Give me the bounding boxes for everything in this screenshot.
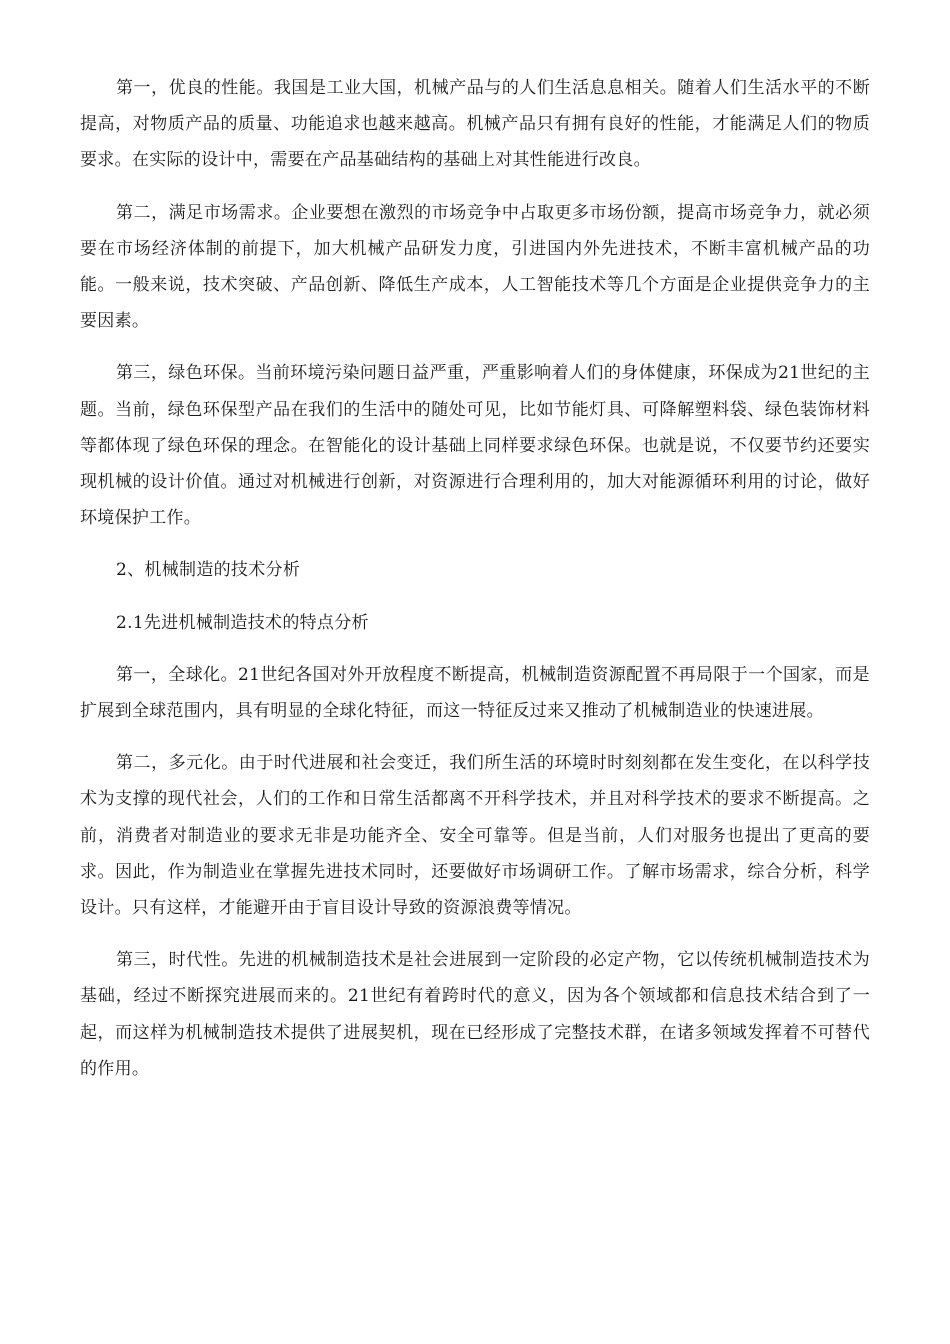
paragraph-green-environment: 第三，绿色环保。当前环境污染问题日益严重，严重影响着人们的身体健康，环保成为21世纪的主题。当前，绿色环保型产品在我们的生活中的随处可见，比如节能灯具、可降解塑料袋、绿色装饰材料等都体现了绿色环保的理念。在智能化的设计基础上同样要求绿色环保。也就是说，不仅要节约还要实现机械的设计价值。通过对机械进行创新，对资源进行合理利用的，加大对能源循环利用的讨论，做好环境保护工作。 — [80, 363, 870, 529]
document-page — [80, 70, 870, 1103]
paragraph-globalization: 第一，全球化。21世纪各国对外开放程度不断提高，机械制造资源配置不再局限于一个国家，而是扩展到全球范围内，具有明显的全球化特征，而这一特征反过来又推动了机械制造业的快速进展。 — [80, 664, 870, 722]
paragraph-timeliness: 第三，时代性。先进的机械制造技术是社会进展到一定阶段的必定产物，它以传统机械制造技术为基础，经过不断探究进展而来的。21世纪有着跨时代的意义，因为各个领域都和信息技术结合到了一起，而这样为机械制造技术提供了进展契机，现在已经形成了完整技术群，在诸多领域发挥着不可替代的作用。 — [80, 950, 870, 1079]
section-heading-2: 2、机械制造的技术分析 — [116, 560, 301, 581]
paragraph-performance: 第一，优良的性能。我国是工业大国，机械产品与的人们生活息息相关。随着人们生活水平的不断提高，对物质产品的质量、功能追求也越来越高。机械产品只有拥有良好的性能，才能满足人们的物质要求。在实际的设计中，需要在产品基础结构的基础上对其性能进行改良。 — [80, 78, 870, 171]
paragraph-diversification: 第二，多元化。由于时代进展和社会变迁，我们所生活的环境时时刻刻都在发生变化，在以科学技术为支撑的现代社会，人们的工作和日常生活都离不开科学技术，并且对科学技术的要求不断提高。之前，消费者对制造业的要求无非是功能齐全、安全可靠等。但是当前，人们对服务也提出了更高的要求。因此，作为制造业在掌握先进技术同时，还要做好市场调研工作。了解市场需求，综合分析，科学设计。只有这样，才能避开由于盲目设计导致的资源浪费等情况。 — [80, 753, 870, 919]
subsection-heading-2-1: 2.1先进机械制造技术的特点分析 — [116, 612, 369, 633]
paragraph-market-demand: 第二，满足市场需求。企业要想在激烈的市场竞争中占取更多市场份额，提高市场竞争力，就必须要在市场经济体制的前提下，加大机械产品研发力度，引进国内外先进技术，不断丰富机械产品的功能。一般来说，技术突破、产品创新、降低生产成本，人工智能技术等几个方面是企业提供竞争力的主要因素。 — [80, 202, 870, 332]
